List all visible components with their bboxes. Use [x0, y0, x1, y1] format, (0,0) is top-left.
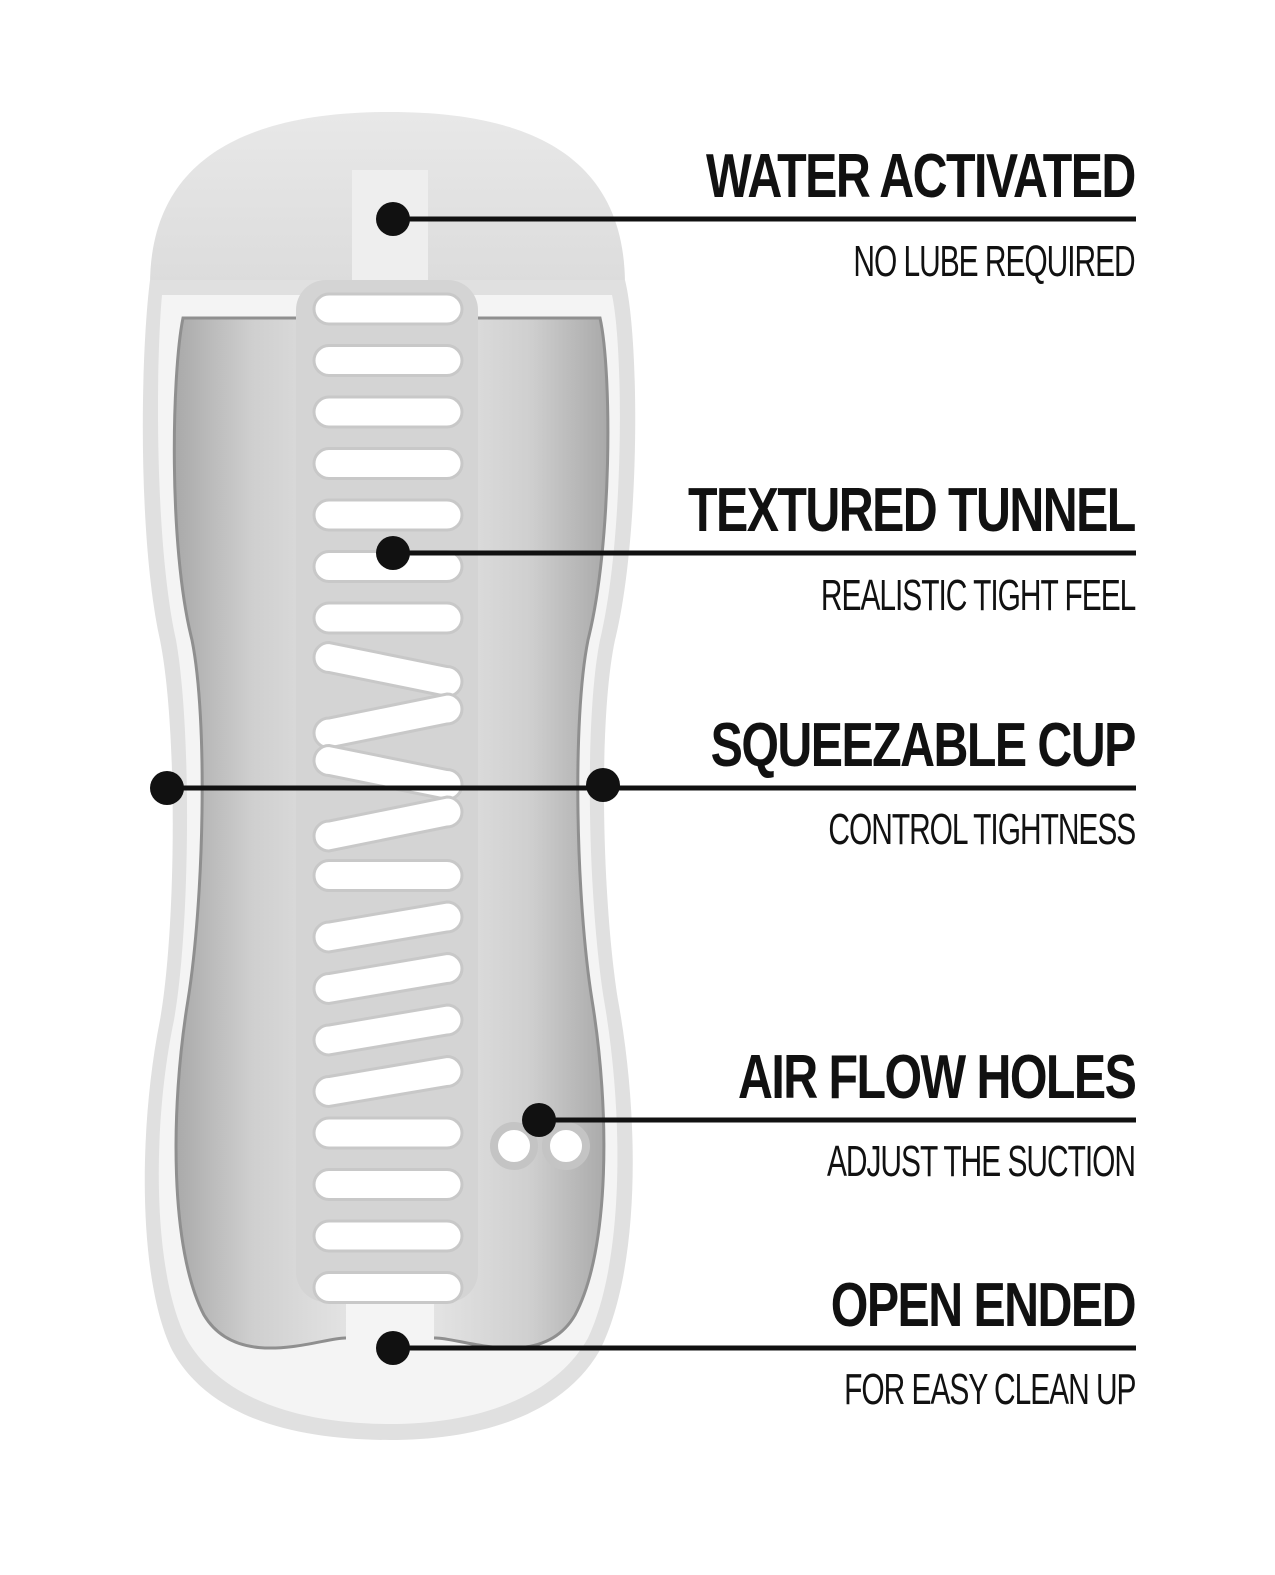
- feature-subtitle-air-flow-holes: ADJUST THE SUCTION: [826, 1137, 1135, 1186]
- dot-textured-tunnel: [376, 536, 410, 570]
- feature-title-water-activated: WATER ACTIVATED: [706, 142, 1135, 211]
- feature-subtitle-open-ended: FOR EASY CLEAN UP: [843, 1365, 1135, 1414]
- tunnel-ridge: [314, 449, 462, 479]
- tunnel-ridge: [314, 1170, 462, 1200]
- tunnel-ridge: [314, 1273, 462, 1303]
- air-flow-hole: [546, 1126, 586, 1166]
- tunnel-ridge: [314, 1221, 462, 1251]
- feature-title-textured-tunnel: TEXTURED TUNNEL: [688, 476, 1135, 545]
- tunnel-ridge: [314, 603, 462, 633]
- feature-subtitle-squeezable-cup: CONTROL TIGHTNESS: [828, 805, 1135, 854]
- dot-air-flow-holes: [522, 1103, 556, 1137]
- dot-squeezable-cup-left: [150, 771, 184, 805]
- tunnel-ridge: [314, 861, 462, 891]
- tunnel-ridge: [314, 346, 462, 376]
- tunnel-ridge: [314, 397, 462, 427]
- tunnel-ridge: [314, 500, 462, 530]
- tunnel-ridge: [314, 1118, 462, 1148]
- feature-subtitle-textured-tunnel: REALISTIC TIGHT FEEL: [820, 571, 1135, 620]
- feature-title-air-flow-holes: AIR FLOW HOLES: [737, 1043, 1135, 1112]
- dot-squeezable-cup-right: [586, 768, 620, 802]
- tunnel-ridge: [314, 294, 462, 324]
- feature-title-open-ended: OPEN ENDED: [830, 1271, 1135, 1340]
- feature-subtitle-water-activated: NO LUBE REQUIRED: [853, 237, 1135, 286]
- dot-open-ended: [376, 1331, 410, 1365]
- feature-title-squeezable-cup: SQUEEZABLE CUP: [710, 711, 1135, 780]
- dot-water-activated: [376, 202, 410, 236]
